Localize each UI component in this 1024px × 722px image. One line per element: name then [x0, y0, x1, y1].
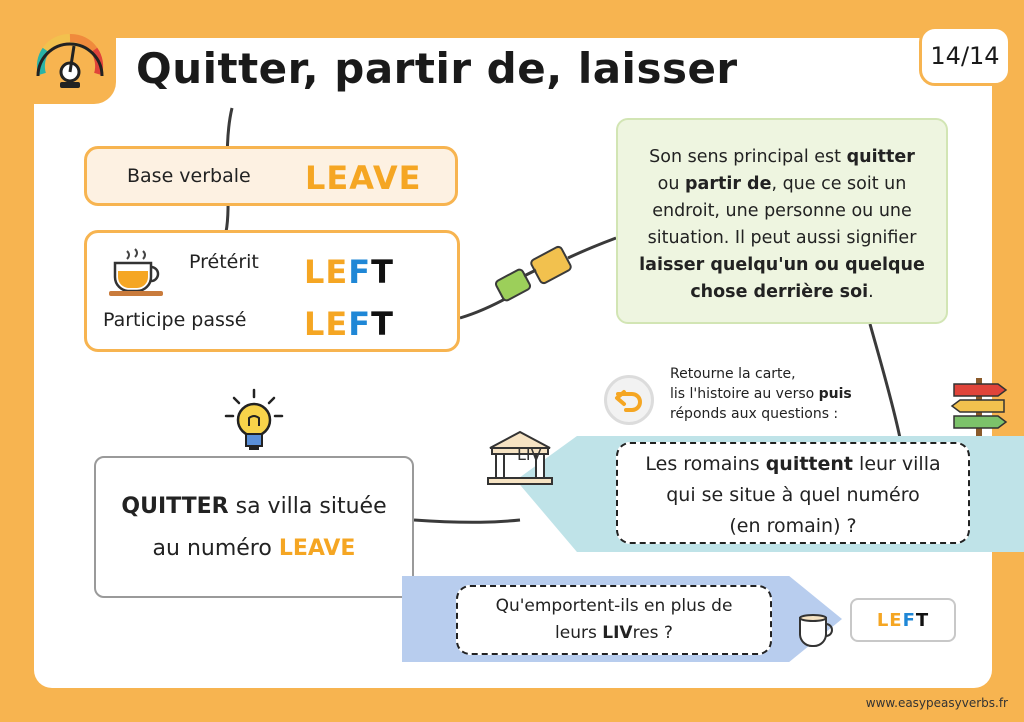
question-part: leur villa — [853, 453, 941, 475]
signpost-icon — [948, 374, 1012, 440]
flip-card-button[interactable] — [604, 375, 654, 425]
temple-label: LIV — [517, 445, 542, 464]
question-line — [458, 620, 770, 647]
preterit-value — [304, 253, 394, 291]
mnemonic-part: au numéro — [152, 536, 279, 561]
meaning-part: ou — [657, 174, 685, 194]
mnemonic-line — [96, 486, 412, 528]
mnemonic-part: sa villa située — [228, 494, 387, 519]
instruction-bold: puis — [818, 386, 852, 402]
question-part: Les romains — [645, 453, 766, 475]
plug-icon — [495, 246, 573, 302]
answer-part: T — [915, 609, 930, 631]
participle-label: Participe passé — [103, 309, 247, 331]
participle-value — [304, 305, 394, 343]
cup-icon — [796, 612, 840, 652]
lightbulb-icon — [222, 388, 286, 458]
question-bold: LIV — [602, 623, 633, 643]
meaning-part: . — [868, 282, 874, 302]
meaning-part-bold: quitter — [846, 147, 915, 167]
base-form-box — [84, 146, 458, 206]
instruction-line — [670, 384, 852, 404]
question-part: res ? — [632, 623, 673, 643]
base-value: LEAVE — [305, 159, 422, 197]
instruction-part: lis l'histoire au verso — [670, 386, 819, 402]
preterit-value-part: F — [348, 253, 372, 291]
base-label: Base verbale — [127, 165, 251, 187]
undo-arrow-icon — [614, 386, 644, 414]
question-line: (en romain) ? — [729, 515, 857, 537]
mnemonic-bold: QUITTER — [121, 494, 229, 519]
tea-cup-icon — [109, 247, 165, 297]
answer-part: LE — [876, 609, 903, 631]
participle-value-part: F — [348, 305, 372, 343]
meaning-part-bold: laisser quelqu'un ou quelque chose derrière soi — [639, 255, 925, 302]
instruction-line: Retourne la carte, — [670, 366, 796, 382]
page-counter: 14/14 — [919, 26, 1011, 86]
preterit-value-part: T — [371, 253, 394, 291]
page-title: Quitter, partir de, laisser — [136, 44, 738, 93]
meaning-box — [616, 118, 948, 324]
answer-box — [850, 598, 956, 642]
question-roman-number — [616, 442, 970, 544]
gauge-icon — [34, 28, 106, 90]
meaning-part: , que ce soit un endroit, une personne ou une situation. Il peut aussi signifier — [647, 174, 917, 248]
participle-value-part: LE — [304, 305, 349, 343]
question-part: leurs — [555, 623, 603, 643]
preterit-label: Prétérit — [189, 251, 259, 273]
question-books — [456, 585, 772, 655]
answer-part: F — [902, 609, 916, 631]
meaning-part-bold: partir de — [685, 174, 772, 194]
footer-url[interactable]: www.easypeasyverbs.fr — [865, 696, 1008, 710]
mnemonic-box — [94, 456, 414, 598]
past-forms-box — [84, 230, 460, 352]
meaning-part: Son sens principal est — [649, 147, 847, 167]
instruction-line: réponds aux questions : — [670, 406, 839, 422]
question-line — [618, 449, 968, 480]
mnemonic-highlight: LEAVE — [278, 536, 356, 561]
question-line: qui se situe à quel numéro — [666, 484, 920, 506]
question-bold: quittent — [765, 453, 853, 475]
preterit-value-part: LE — [304, 253, 349, 291]
question-line: Qu'emportent-ils en plus de — [495, 596, 733, 616]
mnemonic-line — [96, 528, 412, 570]
participle-value-part: T — [371, 305, 394, 343]
instruction-text — [670, 364, 852, 424]
meaning-text — [618, 144, 946, 306]
